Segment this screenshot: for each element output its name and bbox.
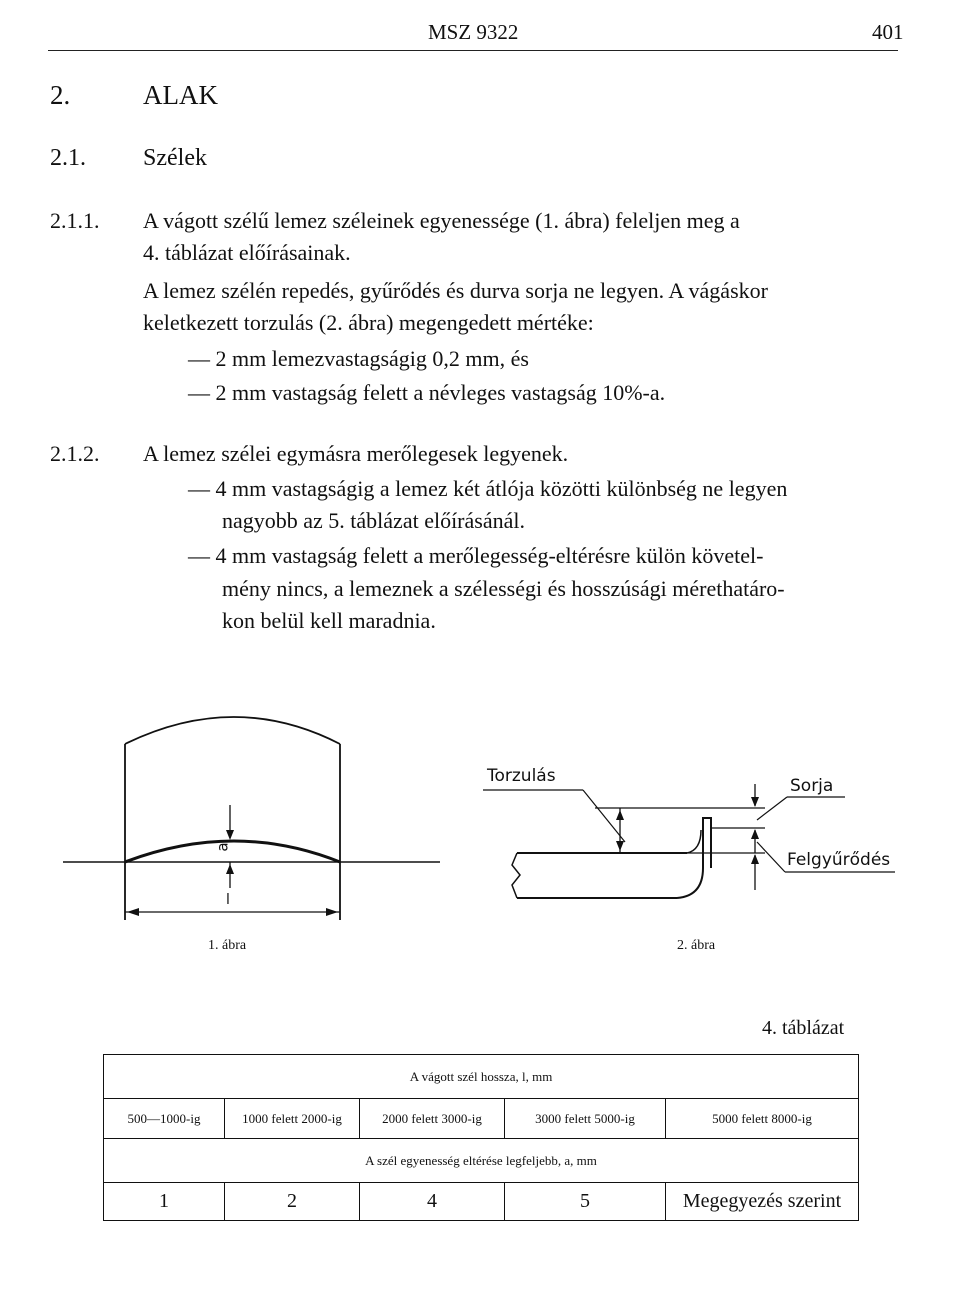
table-value-1: 1 [104, 1183, 225, 1221]
clause-2-1-1-item-2: — 2 mm vastagság felett a névleges vastagság 10%-a. [188, 380, 666, 405]
clause-2-1-1-line-1: A vágott szélű lemez széleinek egyenessége (1. ábra) feleljen meg a [143, 208, 740, 233]
figure-1-edge-straightness [55, 700, 475, 960]
table-value-3: 4 [360, 1183, 505, 1221]
document-code: MSZ 9322 [428, 20, 519, 44]
subsection-number: 2.1. [50, 145, 86, 171]
table-column-1: 500—1000-ig [104, 1099, 225, 1139]
figure-1-dimension-l: l [226, 892, 230, 908]
page-number: 401 [872, 20, 904, 44]
clause-2-1-1-line-4: keletkezett torzulás (2. ábra) megengedett mértéke: [143, 310, 594, 335]
table-column-2: 1000 felett 2000-ig [225, 1099, 360, 1139]
table-header: A vágott szél hossza, l, mm [104, 1055, 859, 1099]
clause-2-1-2-item-1-cont: nagyobb az 5. táblázat előírásánál. [222, 508, 525, 533]
clause-2-1-2-item-2-cont-1: mény nincs, a lemeznek a szélességi és hosszúsági mérethatáro- [222, 576, 785, 601]
section-title: ALAK [143, 80, 218, 110]
table-value-4: 5 [505, 1183, 666, 1221]
table-column-5: 5000 felett 8000-ig [666, 1099, 859, 1139]
clause-number-2-1-1: 2.1.1. [50, 208, 100, 233]
table-value-5: Megegyezés szerint [666, 1183, 859, 1221]
clause-2-1-1-item-1: — 2 mm lemezvastagságig 0,2 mm, és [188, 346, 529, 371]
clause-2-1-2-item-2-cont-2: kon belül kell maradnia. [222, 608, 436, 633]
figure-1-caption: 1. ábra [208, 938, 247, 953]
table-column-3: 2000 felett 3000-ig [360, 1099, 505, 1139]
label-torzulas: Torzulás [487, 766, 556, 786]
table-caption: 4. táblázat [762, 1017, 845, 1039]
clause-2-1-2-line-1: A lemez szélei egymásra merőlegesek legyenek. [143, 441, 569, 466]
clause-2-1-1-line-3: A lemez szélén repedés, gyűrődés és durva sorja ne legyen. A vágáskor [143, 278, 768, 303]
label-felgyurodes: Felgyűrődés [787, 850, 891, 870]
table-subheader: A szél egyenesség eltérése legfeljebb, a, mm [104, 1139, 859, 1183]
clause-2-1-2-item-1: — 4 mm vastagságig a lemez két átlója közötti különbség ne legyen [188, 476, 788, 501]
section-number: 2. [50, 80, 71, 110]
figure-1-dimension-a: a [213, 842, 232, 852]
clause-2-1-2-item-2: — 4 mm vastagság felett a merőlegesség-eltérésre külön követel- [188, 543, 764, 568]
label-sorja: Sorja [790, 776, 834, 796]
header-rule [48, 50, 898, 51]
subsection-title: Szélek [143, 145, 207, 171]
table-4 [103, 1054, 859, 1221]
table-column-4: 3000 felett 5000-ig [505, 1099, 666, 1139]
clause-2-1-1-line-2: 4. táblázat előírásainak. [143, 240, 351, 265]
table-value-2: 2 [225, 1183, 360, 1221]
clause-number-2-1-2: 2.1.2. [50, 441, 100, 466]
figure-2-caption: 2. ábra [677, 938, 716, 953]
